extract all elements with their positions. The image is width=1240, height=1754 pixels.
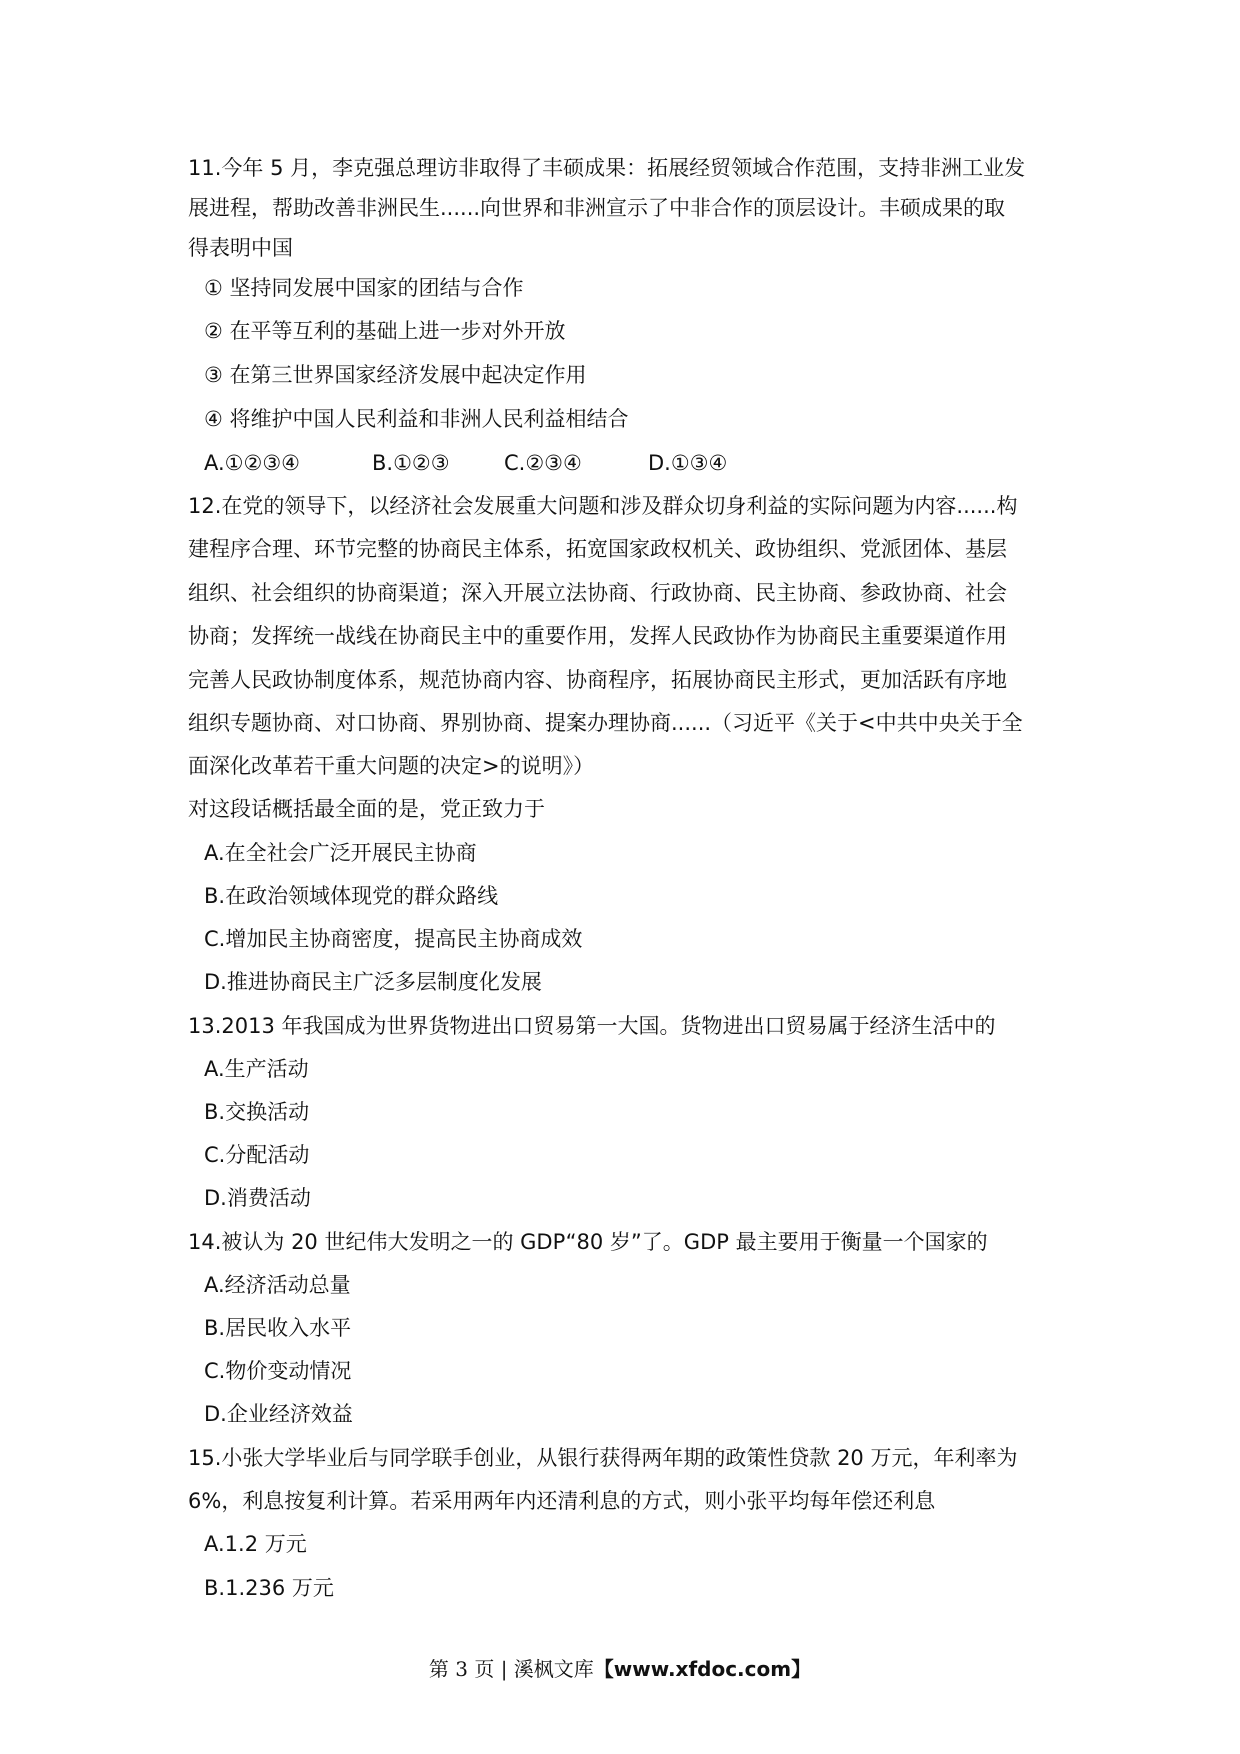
q12-text-line-7: 面深化改革若干重大问题的决定>的说明》） [188,754,595,778]
q15-option-a: A.1.2 万元 [204,1532,307,1556]
q13-text-line-1: 13.2013 年我国成为世界货物进出口贸易第一大国。货物进出口贸易属于经济生活中的 [188,1014,996,1038]
q12-text-line-4: 协商；发挥统一战线在协商民主中的重要作用，发挥人民政协作为协商民主重要渠道作用 [188,624,1007,648]
q11-statement-4: ④ 将维护中国人民利益和非洲人民利益相结合 [204,407,629,431]
q12-text-line-1: 12.在党的领导下，以经济社会发展重大问题和涉及群众切身利益的实际问题为内容......构 [188,494,1018,518]
q11-statement-3: ③ 在第三世界国家经济发展中起决定作用 [204,363,587,387]
q12-question-stem: 对这段话概括最全面的是，党正致力于 [188,797,545,821]
q13-option-b: B.交换活动 [204,1100,310,1124]
q11-text-line-1: 11.今年 5 月，李克强总理访非取得了丰硕成果：拓展经贸领域合作范围，支持非洲工业发 [188,156,1026,180]
q14-text-line-1: 14.被认为 20 世纪伟大发明之一的 GDP“80 岁”了。GDP 最主要用于衡量一个国家的 [188,1230,988,1254]
q12-option-b: B.在政治领域体现党的群众路线 [204,884,499,908]
page-number: 第 3 页 [428,1657,495,1681]
q14-option-c: C.物价变动情况 [204,1359,352,1383]
q13-option-c: C.分配活动 [204,1143,310,1167]
q12-text-line-6: 组织专题协商、对口协商、界别协商、提案办理协商......（习近平《关于<中共中央关于全 [188,711,1023,735]
q15-text-line-2: 6%，利息按复利计算。若采用两年内还清利息的方式，则小张平均每年偿还利息 [188,1489,936,1513]
q15-text-line-1: 15.小张大学毕业后与同学联手创业，从银行获得两年期的政策性贷款 20 万元，年利率为 [188,1446,1018,1470]
q13-option-a: A.生产活动 [204,1057,309,1081]
q11-statement-1: ① 坚持同发展中国家的团结与合作 [204,276,524,300]
q11-option-c: C.②③④ [504,451,582,475]
library-url-link[interactable]: 【www.xfdoc.com】 [593,1657,812,1681]
q11-text-line-3: 得表明中国 [188,236,293,260]
q12-text-line-2: 建程序合理、环节完整的协商民主体系，拓宽国家政权机关、政协组织、党派团体、基层 [188,537,1007,561]
library-name: 溪枫文库 [513,1657,594,1681]
q12-option-a: A.在全社会广泛开展民主协商 [204,841,477,865]
page-footer [0,1656,1240,1682]
q12-option-d: D.推进协商民主广泛多层制度化发展 [204,970,542,994]
q11-option-a: A.①②③④ [204,451,300,475]
q12-text-line-3: 组织、社会组织的协商渠道；深入开展立法协商、行政协商、民主协商、参政协商、社会 [188,581,1007,605]
q11-statement-2: ② 在平等互利的基础上进一步对外开放 [204,319,566,343]
q15-option-b: B.1.236 万元 [204,1576,334,1600]
footer-separator: | [494,1657,514,1681]
q14-option-b: B.居民收入水平 [204,1316,352,1340]
q11-text-line-2: 展进程，帮助改善非洲民生......向世界和非洲宣示了中非合作的顶层设计。丰硕成果的取 [188,196,1006,220]
q12-option-c: C.增加民主协商密度，提高民主协商成效 [204,927,583,951]
q12-text-line-5: 完善人民政协制度体系，规范协商内容、协商程序，拓展协商民主形式，更加活跃有序地 [188,668,1007,692]
q11-option-d: D.①③④ [648,451,728,475]
q13-option-d: D.消费活动 [204,1186,311,1210]
q14-option-a: A.经济活动总量 [204,1273,351,1297]
q11-option-b: B.①②③ [372,451,450,475]
q14-option-d: D.企业经济效益 [204,1402,353,1426]
